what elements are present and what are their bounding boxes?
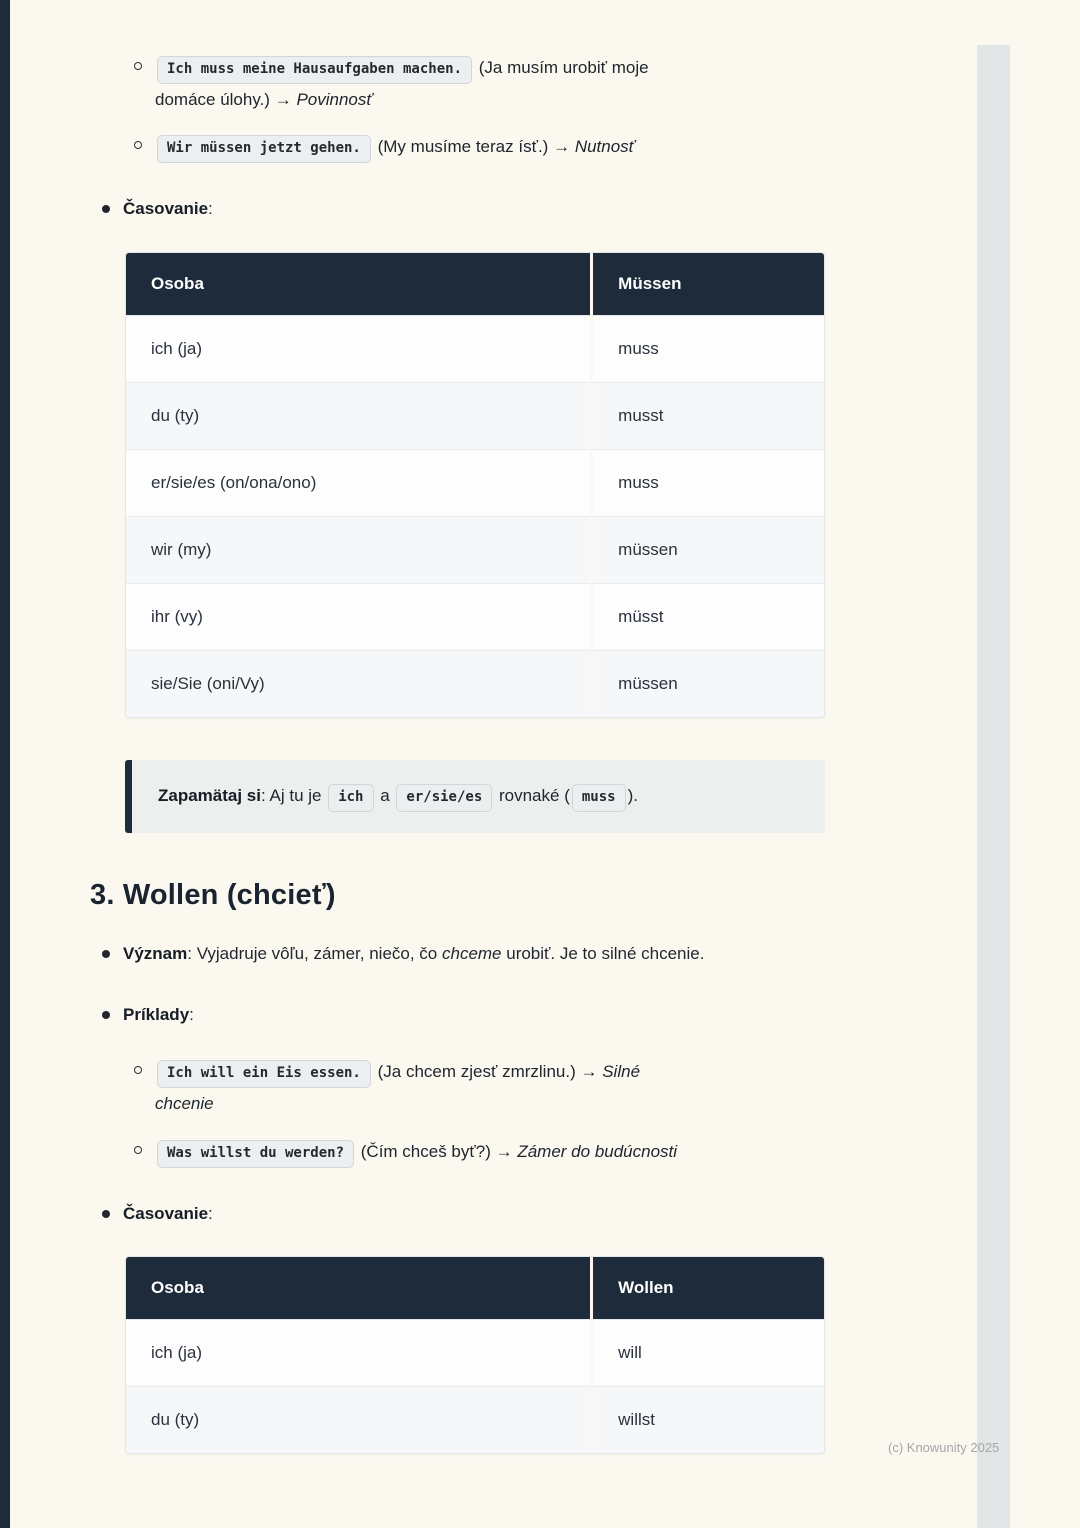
table-header-osoba: Osoba: [126, 1257, 590, 1319]
circle-bullet-icon: [134, 141, 142, 149]
arrow-icon: →: [553, 137, 571, 157]
example-item-muessen-1: [134, 52, 980, 115]
form-cell: müssen: [590, 650, 824, 717]
example-translation: (My musíme teraz ísť.): [377, 137, 549, 157]
examples-heading-wollen: [102, 1001, 980, 1030]
code-chip-muss: muss: [572, 784, 626, 812]
form-cell: muss: [590, 315, 824, 382]
note-text: : Aj tu je: [261, 786, 327, 806]
code-chip-ich: ich: [328, 784, 373, 812]
scrollbar-track[interactable]: [977, 45, 1010, 1528]
note-text: a: [375, 786, 395, 806]
person-cell: du (ty): [126, 382, 590, 449]
german-sentence-chip: Ich will ein Eis essen.: [157, 1060, 371, 1088]
circle-bullet-icon: [134, 1066, 142, 1074]
example-label: Povinnosť: [296, 90, 373, 109]
meaning-text: Význam: Vyjadruje vôľu, zámer, niečo, čo chceme urobiť. Je to silné chcenie.: [123, 944, 705, 964]
dot-bullet-icon: [102, 1011, 110, 1019]
circle-bullet-icon: [134, 62, 142, 70]
table-header-row: [126, 1257, 824, 1319]
example-text: [155, 1056, 690, 1119]
example-text: [155, 52, 690, 115]
table-header-osoba: Osoba: [126, 253, 590, 315]
conjugation-heading-text: Časovanie:: [123, 1203, 213, 1223]
person-cell: sie/Sie (oni/Vy): [126, 650, 590, 717]
example-item-muessen-2: [134, 131, 980, 163]
example-item-wollen-2: [134, 1136, 980, 1168]
circle-bullet-icon: [134, 1146, 142, 1154]
section-heading-wollen: 3. Wollen (chcieť): [90, 879, 336, 912]
note-callout: [125, 760, 825, 833]
example-text: [155, 1136, 690, 1168]
table-row: [126, 516, 824, 583]
conjugation-table-muessen: [125, 252, 825, 718]
note-lead: Zapamätaj si: [158, 786, 261, 806]
form-cell: müsst: [590, 583, 824, 650]
example-text: [155, 131, 690, 163]
example-label: Silné chcenie: [155, 1062, 641, 1114]
example-translation: (Ja chcem zjesť zmrzlinu.): [377, 1062, 576, 1082]
table-row: [126, 1386, 824, 1453]
example-translation: (Ja musím urobiť moje domáce úlohy.): [155, 58, 649, 109]
dot-bullet-icon: [102, 950, 110, 958]
table-row: [126, 449, 824, 516]
arrow-icon: →: [274, 90, 292, 109]
table-row: [126, 315, 824, 382]
arrow-icon: →: [580, 1062, 598, 1082]
person-cell: ihr (vy): [126, 583, 590, 650]
example-label: Zámer do budúcnosti: [517, 1141, 678, 1161]
arrow-icon: →: [495, 1141, 513, 1161]
table-row: [126, 382, 824, 449]
table-row: [126, 650, 824, 717]
conjugation-heading-muessen: [102, 195, 980, 224]
form-cell: will: [590, 1319, 824, 1386]
person-cell: ich (ja): [126, 1319, 590, 1386]
table-header-wollen: Wollen: [590, 1257, 824, 1319]
german-sentence-chip: Wir müssen jetzt gehen.: [157, 135, 371, 163]
form-cell: willst: [590, 1386, 824, 1453]
example-translation: (Čím chceš byť?): [360, 1141, 491, 1161]
dot-bullet-icon: [102, 205, 110, 213]
conjugation-table-wollen: [125, 1256, 825, 1454]
person-cell: ich (ja): [126, 315, 590, 382]
person-cell: er/sie/es (on/ona/ono): [126, 449, 590, 516]
example-item-wollen-1: [134, 1056, 980, 1119]
table-header-muessen: Müssen: [590, 253, 824, 315]
note-text: rovnaké (: [494, 786, 570, 806]
code-chip-er-sie-es: er/sie/es: [396, 784, 492, 812]
conjugation-heading-text: Časovanie:: [123, 199, 213, 219]
person-cell: du (ty): [126, 1386, 590, 1453]
copyright-watermark: (c) Knowunity 2025: [888, 1440, 1000, 1455]
person-cell: wir (my): [126, 516, 590, 583]
german-sentence-chip: Ich muss meine Hausaufgaben machen.: [157, 56, 472, 84]
form-cell: musst: [590, 382, 824, 449]
table-header-row: [126, 253, 824, 315]
dot-bullet-icon: [102, 1210, 110, 1218]
form-cell: müssen: [590, 516, 824, 583]
german-sentence-chip: Was willst du werden?: [157, 1140, 354, 1168]
page-edge-accent: [0, 0, 10, 1528]
examples-heading-text: Príklady:: [123, 1005, 194, 1025]
conjugation-heading-wollen: [102, 1200, 980, 1229]
form-cell: muss: [590, 449, 824, 516]
table-row: [126, 583, 824, 650]
table-row: [126, 1319, 824, 1386]
note-text: ).: [627, 786, 638, 806]
example-label: Nutnosť: [574, 137, 635, 157]
meaning-item: [102, 940, 980, 969]
